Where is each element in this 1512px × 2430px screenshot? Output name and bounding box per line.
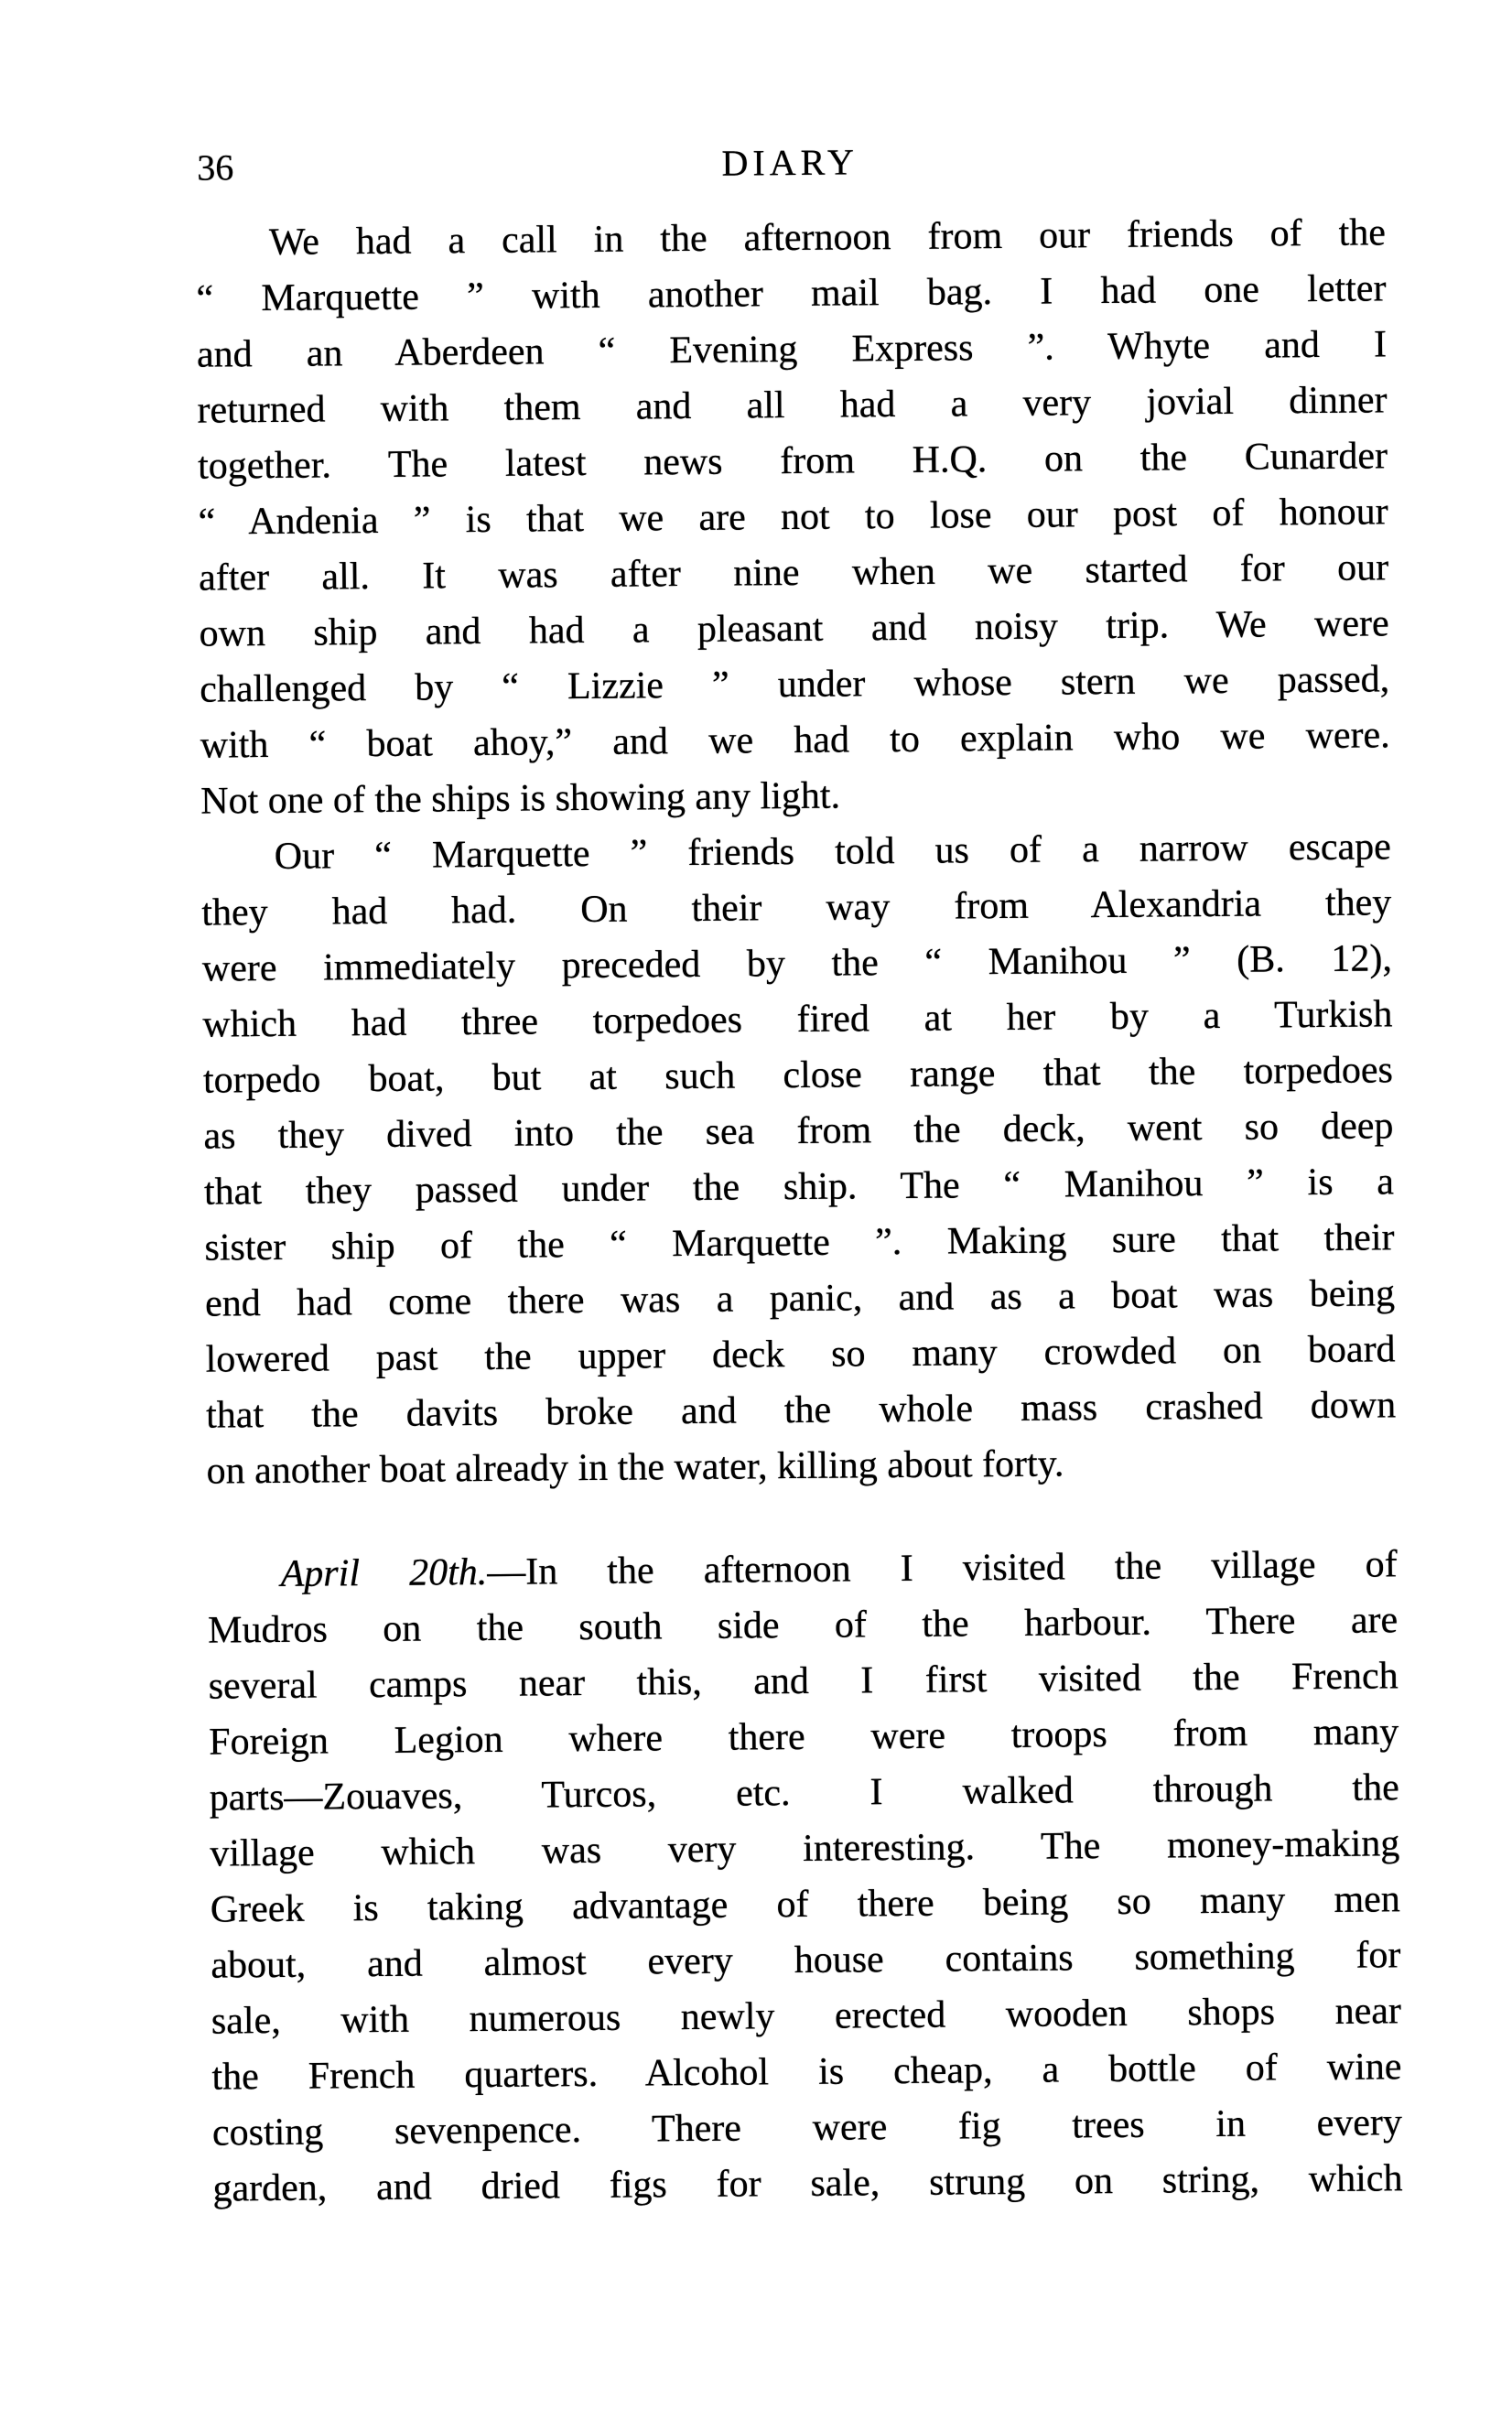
text-line: about, and almost every house contains something for <box>211 1934 1401 1987</box>
text-line: the French quarters. Alcohol is cheap, a bottle of wine <box>211 2046 1402 2099</box>
text-line: Foreign Legion where there were troops from many <box>209 1711 1399 1764</box>
text-line: lowered past the upper deck so many crowded on board <box>205 1328 1396 1381</box>
text-line: that they passed under the ship. The “ Manihou ” is a <box>203 1161 1395 1214</box>
text-line: on another boat already in the water, killing about forty. <box>206 1442 1064 1493</box>
text-line: “ Marquette ” with another mail bag. I had one letter <box>196 267 1387 320</box>
page-content <box>195 134 1403 2217</box>
entry-lead-text: —In the afternoon I visited the village of <box>487 1543 1398 1593</box>
text-line: Our “ Marquette ” friends told us of a narrow escape <box>274 826 1391 878</box>
text-line: “ Andenia ” is that we are not to lose our post of honour <box>198 491 1388 544</box>
text-line: that the davits broke and the whole mass crashed down <box>205 1384 1397 1437</box>
page-number: 36 <box>197 146 234 189</box>
text-line: returned with them and all had a very jovial dinner <box>197 379 1388 432</box>
text-line <box>207 1537 1397 1603</box>
text-line: Greek is taking advantage of there being so many men <box>210 1878 1401 1931</box>
text-line: torpedo boat, but at such close range that the torpedoes <box>202 1049 1394 1102</box>
text-line: costing sevenpence. There were fig trees in every <box>211 2101 1403 2155</box>
text-line: sale, with numerous newly erected wooden shops near <box>211 1990 1402 2043</box>
text-line: sister ship of the “ Marquette ”. Making sure that their <box>204 1216 1395 1269</box>
text-line: were immediately preceded by the “ Manihou ” (B. 12), <box>201 937 1393 990</box>
text-line: village which was very interesting. The money-making <box>210 1822 1400 1875</box>
text-line: which had three torpedoes fired at her by a Turkish <box>202 993 1393 1046</box>
text-line: together. The latest news from H.Q. on the Cunarder <box>197 435 1388 488</box>
text-line: parts—Zouaves, Turcos, etc. I walked through the <box>209 1766 1399 1820</box>
text-line: end had come there was a panic, and as a boat was being <box>204 1272 1396 1325</box>
paragraph-2 <box>201 819 1397 1499</box>
text-line: own ship and had a pleasant and noisy trip. We were <box>199 602 1389 655</box>
text-line: and an Aberdeen “ Evening Express ”. Whyte and I <box>196 323 1388 376</box>
text-line: challenged by “ Lizzie ” under whose stern we passed, <box>200 658 1390 711</box>
paragraph-3 <box>207 1537 1402 2217</box>
paragraph-1 <box>196 205 1391 829</box>
text-line: Mudros on the south side of the harbour. There are <box>207 1599 1399 1652</box>
body-text <box>196 205 1403 2217</box>
running-header-title: DIARY <box>721 141 859 184</box>
text-line: they had had. On their way from Alexandria they <box>201 881 1392 934</box>
text-line: as they dived into the sea from the deck, went so deep <box>203 1105 1394 1158</box>
text-line: garden, and dried figs for sale, strung on string, which <box>212 2157 1403 2210</box>
entry-date: April 20th. <box>280 1550 488 1595</box>
text-line: after all. It was after nine when we started for our <box>198 546 1389 599</box>
text-line: several camps near this, and I first visited the French <box>208 1655 1399 1708</box>
text-line: with “ boat ahoy,” and we had to explain who we were. <box>200 714 1390 767</box>
text-line: We had a call in the afternoon from our friends of the <box>268 211 1387 264</box>
page-header <box>195 134 1385 191</box>
text-line: Not one of the ships is showing any light. <box>200 774 841 823</box>
